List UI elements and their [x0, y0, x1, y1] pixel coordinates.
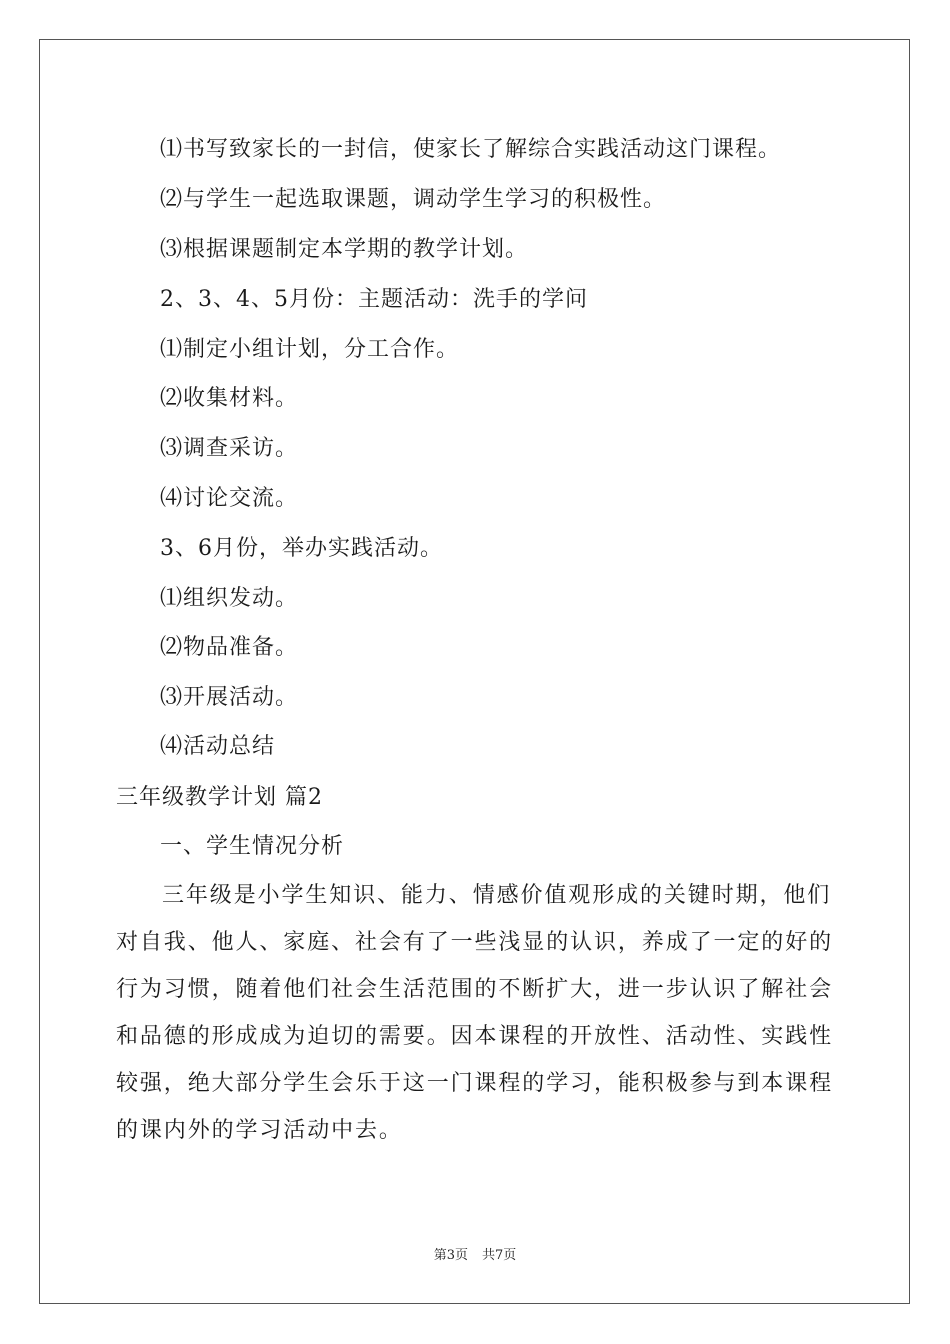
page-number: 第3页 — [433, 1248, 468, 1263]
list-heading: 3、6月份，举办实践活动。 — [160, 536, 443, 561]
paragraph-line: 的课内外的学习活动中去。 — [116, 1118, 403, 1143]
list-item: ⑶根据课题制定本学期的教学计划。 — [160, 237, 529, 262]
paragraph-line: 行为习惯，随着他们社会生活范围的不断扩大，进一步认识了解社会 — [116, 977, 834, 1002]
subheading: 一、学生情况分析 — [160, 834, 345, 859]
list-item: ⑵物品准备。 — [160, 635, 299, 660]
paragraph-line: 较强，绝大部分学生会乐于这一门课程的学习，能积极参与到本课程 — [116, 1071, 834, 1096]
section-title: 三年级教学计划 篇2 — [116, 785, 323, 810]
list-item: ⑵与学生一起选取课题，调动学生学习的积极性。 — [160, 187, 667, 212]
body-paragraph — [116, 872, 836, 1154]
list-item: ⑶调查采访。 — [160, 436, 299, 461]
page-footer — [0, 1248, 950, 1264]
paragraph-line: 三年级是小学生知识、能力、情感价值观形成的关键时期，他们 — [162, 883, 832, 908]
list-item: ⑶开展活动。 — [160, 685, 299, 710]
list-item: ⑵收集材料。 — [160, 386, 299, 411]
paragraph-line: 和品德的形成成为迫切的需要。因本课程的开放性、活动性、实践性 — [116, 1024, 834, 1049]
list-item: ⑷讨论交流。 — [160, 486, 299, 511]
list-heading: 2、3、4、5月份：主题活动：洗手的学问 — [160, 287, 588, 312]
list-item: ⑴书写致家长的一封信，使家长了解综合实践活动这门课程。 — [160, 137, 782, 162]
list-item: ⑴制定小组计划，分工合作。 — [160, 337, 460, 362]
list-item: ⑷活动总结 — [160, 734, 276, 759]
paragraph-line: 对自我、他人、家庭、社会有了一些浅显的认识，养成了一定的好的 — [116, 930, 834, 955]
page-total: 共7页 — [482, 1248, 517, 1263]
list-item: ⑴组织发动。 — [160, 586, 299, 611]
